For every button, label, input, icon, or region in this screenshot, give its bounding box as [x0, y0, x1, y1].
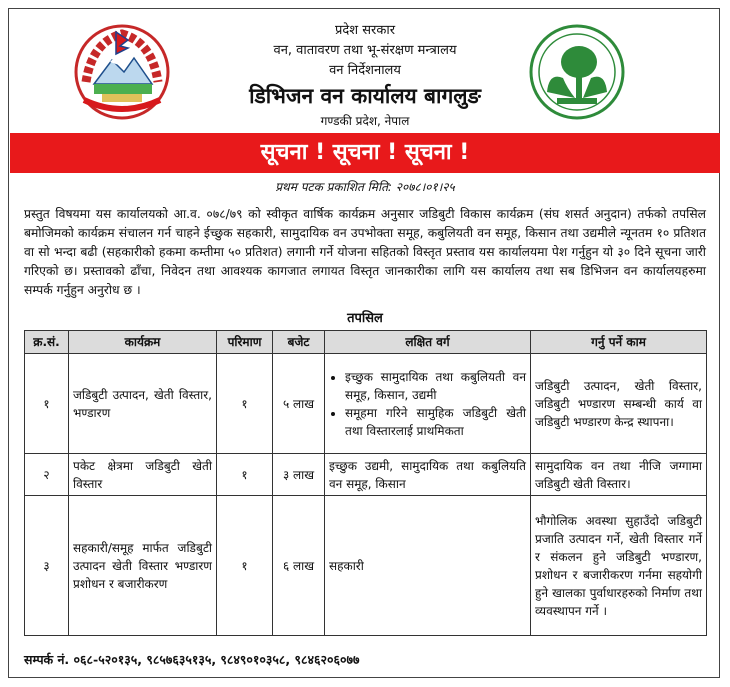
col-header-budget: बजेट — [273, 331, 325, 354]
gov-title: प्रदेश सरकार — [334, 23, 396, 38]
target-item: • समूहमा गरिने सामुहिक जडिबुटी खेती तथा विस्तारलाई प्राथमिकता — [345, 404, 526, 440]
col-header-target: लक्षित वर्ग — [325, 331, 531, 354]
cell-program: पकेट क्षेत्रमा जडिबुटी खेती विस्तार — [69, 454, 217, 496]
cell-budget: ५ लाख — [273, 354, 325, 454]
table-title: तपसिल — [347, 311, 383, 326]
program-table — [24, 330, 707, 636]
office-address: गण्डकी प्रदेश, नेपाल — [320, 114, 410, 128]
table-row — [25, 496, 707, 636]
ministry-name: वन, वातावरण तथा भू-संरक्षण मन्त्रालय — [273, 43, 457, 58]
cell-quantity: १ — [217, 454, 273, 496]
notice-banner: सूचना ! सूचना ! सूचना ! — [10, 133, 720, 173]
cell-quantity: १ — [217, 496, 273, 636]
cell-target — [325, 354, 531, 454]
notice-body: प्रस्तुत विषयमा यस कार्यालयको आ.व. ०७८/७९ को स्वीकृत वार्षिक कार्यक्रम अनुसार जडिबुटी विकास कार्यक्रम (संघ शसर्त अनुदान) तर्फको तपसिल बमोजिमको कार्यक्रम संचालन गर्न चाहने ईच्छुक सहकारी, सामुदायिक वन उपभोक्ता समूह, कबुलियती वन समूह, किसान तथा उद्यमीले न्यूनतम १० प्रतिशत वा सो भन्दा बढी (सहकारीको हकमा कम्तीमा ५० प्रतिशत) लगानी गर्ने योजना सहितको विस्तृत प्रस्ताव यस कार्यालयमा पेश गर्नुहुन यो ३० दिने सूचना जारी गरिएको छ। प्रस्तावको ढाँचा, निवेदन तथा आवश्यक कागजात लगायत विस्तृत जानकारीका लागि यस कार्यालय तथा सब डिभिजन वन कार्यालयहरुमा सम्पर्क गर्नुहुन अनुरोध छ । — [24, 207, 706, 297]
cell-work: सामुदायिक वन तथा नीजि जग्गामा जडिबुटी खेती विस्तार। — [531, 454, 707, 496]
cell-program: जडिबुटी उत्पादन, खेती विस्तार, भण्डारण — [69, 354, 217, 454]
cell-sn: ३ — [25, 496, 69, 636]
cell-budget: ३ लाख — [273, 454, 325, 496]
cell-work: जडिबुटी उत्पादन, खेती विस्तार, जडिबुटी भण्डारण सम्बन्धी कार्य वा जडिबुटी भण्डारण केन्द्र स्थापना। — [531, 354, 707, 454]
table-row — [25, 454, 707, 496]
cell-target: सहकारी — [325, 496, 531, 636]
cell-sn: २ — [25, 454, 69, 496]
table-header-row — [25, 331, 707, 354]
cell-sn: १ — [25, 354, 69, 454]
cell-program: सहकारी/समूह मार्फत जडिबुटी उत्पादन खेती विस्तार भण्डारण प्रशोधन र बजारीकरण — [69, 496, 217, 636]
col-header-work: गर्नु पर्ने काम — [531, 331, 707, 354]
publish-date: प्रथम पटक प्रकाशित मिति: २०७८।०१।२५ — [275, 180, 455, 194]
cell-quantity: १ — [217, 354, 273, 454]
contact-numbers: सम्पर्क नं. ०६८-५२०१३५, ९८५७६३५१३५, ९८४९०१०३५८, ९८४६२०६०७७ — [24, 652, 360, 667]
cell-target: इच्छुक उद्यमी, सामुदायिक तथा कबुलियति वन समूह, किसान — [325, 454, 531, 496]
target-item: • इच्छुक सामुदायिक तथा कबुलियती वन समूह, किसान, उद्यमी — [345, 368, 526, 404]
col-header-quantity: परिमाण — [217, 331, 273, 354]
col-header-program: कार्यक्रम — [69, 331, 217, 354]
cell-budget: ६ लाख — [273, 496, 325, 636]
col-header-sn: क्र.सं. — [25, 331, 69, 354]
cell-work: भौगोलिक अवस्था सुहाउँदो जडिबुटी प्रजाति उत्पादन गर्ने, खेती विस्तार गर्ने र संकलन हुने जडिबुटी भण्डारण, प्रशोधन र बजारीकरण गर्नमा सहयोगी हुने खालका पुर्वाधारहरुको निर्माण तथा व्यवस्थापन गर्ने । — [531, 496, 707, 636]
directorate-name: वन निर्देशनालय — [329, 63, 401, 78]
table-row — [25, 354, 707, 454]
office-name: डिभिजन वन कार्यालय बागलुङ — [249, 84, 481, 108]
